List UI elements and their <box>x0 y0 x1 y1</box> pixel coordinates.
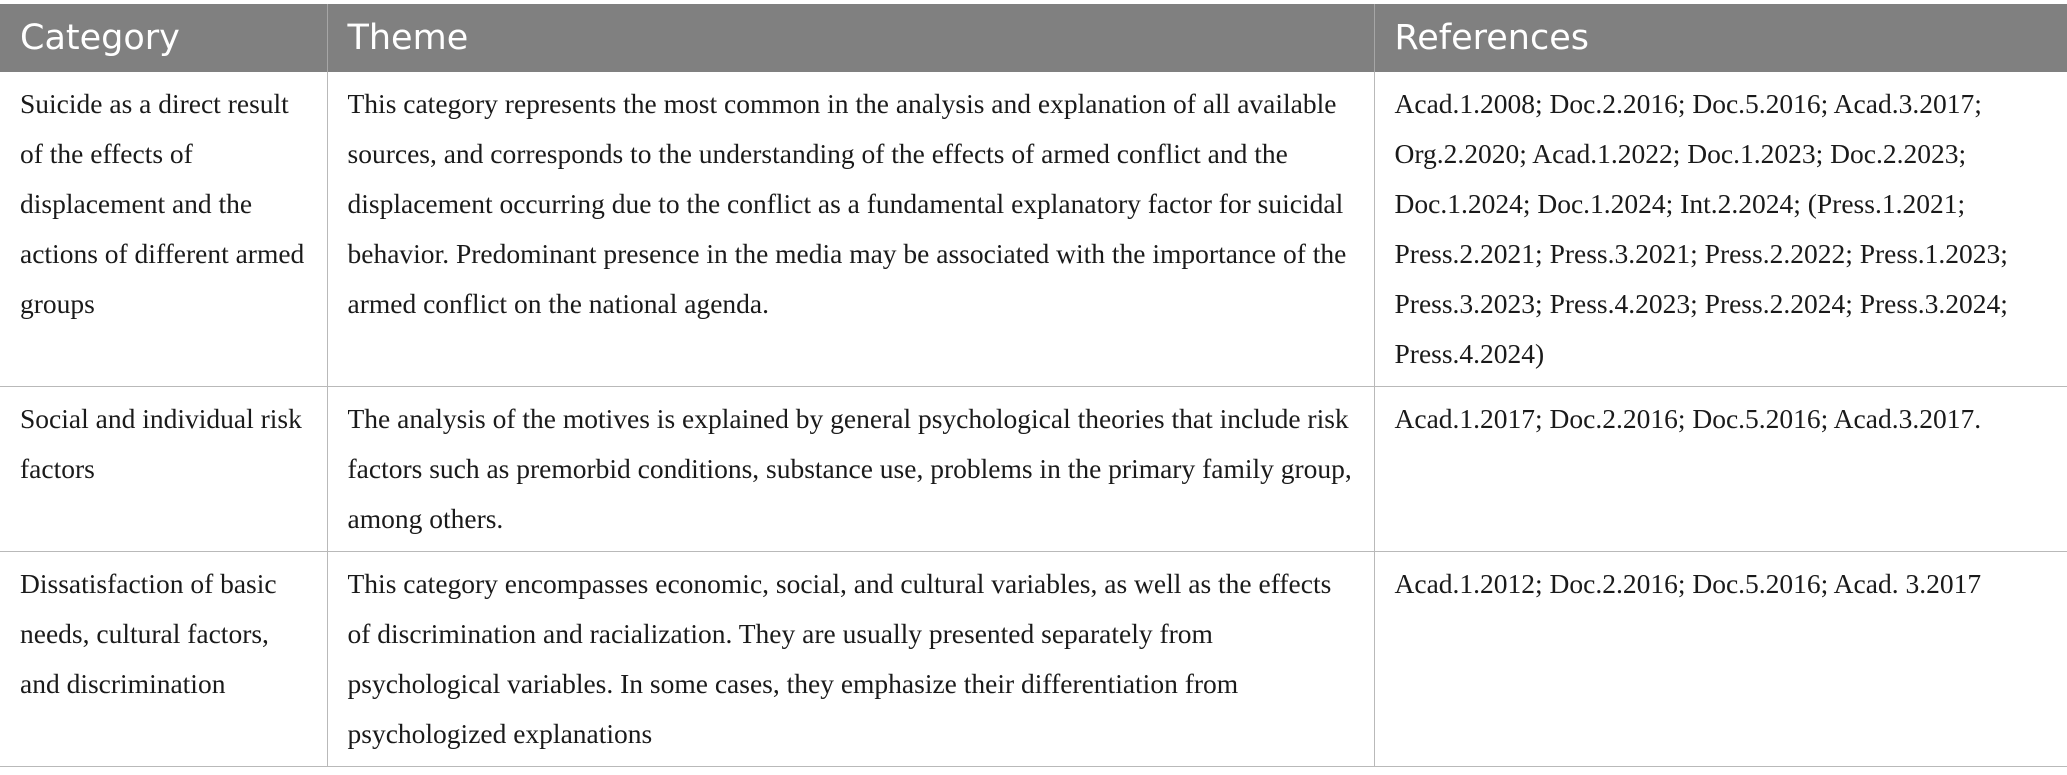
category-cell: Suicide as a direct result of the effects of displacement and the actions of different armed groups <box>20 88 305 319</box>
references-cell: Acad.1.2012; Doc.2.2016; Doc.5.2016; Acad. 3.2017 <box>1374 552 2067 767</box>
references-cell: Acad.1.2008; Doc.2.2016; Doc.5.2016; Acad.3.2017; Org.2.2020; Acad.1.2022; Doc.1.2023; Doc.2.2023; Doc.1.2024; Doc.1.2024; Int.2.2024; (Press.1.2021; Press.2.2021; Press.3.2021; Press.2.2022; Press.1.2023; Press.3.2023; Press.4.2023; Press.2.2024; Press.3.2024; Press.4.2024) <box>1374 72 2067 387</box>
table-body <box>0 72 2067 766</box>
table <box>0 4 2067 766</box>
table-row <box>0 387 2067 552</box>
table-row <box>0 72 2067 387</box>
category-table <box>0 4 2067 767</box>
theme-cell: The analysis of the motives is explained by general psychological theories that include risk factors such as premorbid conditions, substance use, problems in the primary family group, among others. <box>327 387 1374 552</box>
table-row <box>0 552 2067 767</box>
theme-cell: This category encompasses economic, social, and cultural variables, as well as the effects of discrimination and racialization. They are usually presented separately from psychological variables. In some cases, they emphasize their differentiation from psychologized explanations <box>327 552 1374 767</box>
column-header-references: References <box>1374 4 2067 72</box>
column-header-category: Category <box>0 4 327 72</box>
theme-cell: This category represents the most common in the analysis and explanation of all available sources, and corresponds to the understanding of the effects of armed conflict and the displacement occurring due to the conflict as a fundamental explanatory factor for suicidal behavior. Predominant presence in the media may be associated with the importance of the armed conflict on the national agenda. <box>327 72 1374 387</box>
header-row <box>0 4 2067 72</box>
table-header <box>0 4 2067 72</box>
category-cell: Social and individual risk factors <box>0 387 327 552</box>
column-header-theme: Theme <box>327 4 1374 72</box>
references-cell: Acad.1.2017; Doc.2.2016; Doc.5.2016; Acad.3.2017. <box>1374 387 2067 552</box>
category-cell: Dissatisfaction of basic needs, cultural factors, and discrimination <box>0 552 327 767</box>
